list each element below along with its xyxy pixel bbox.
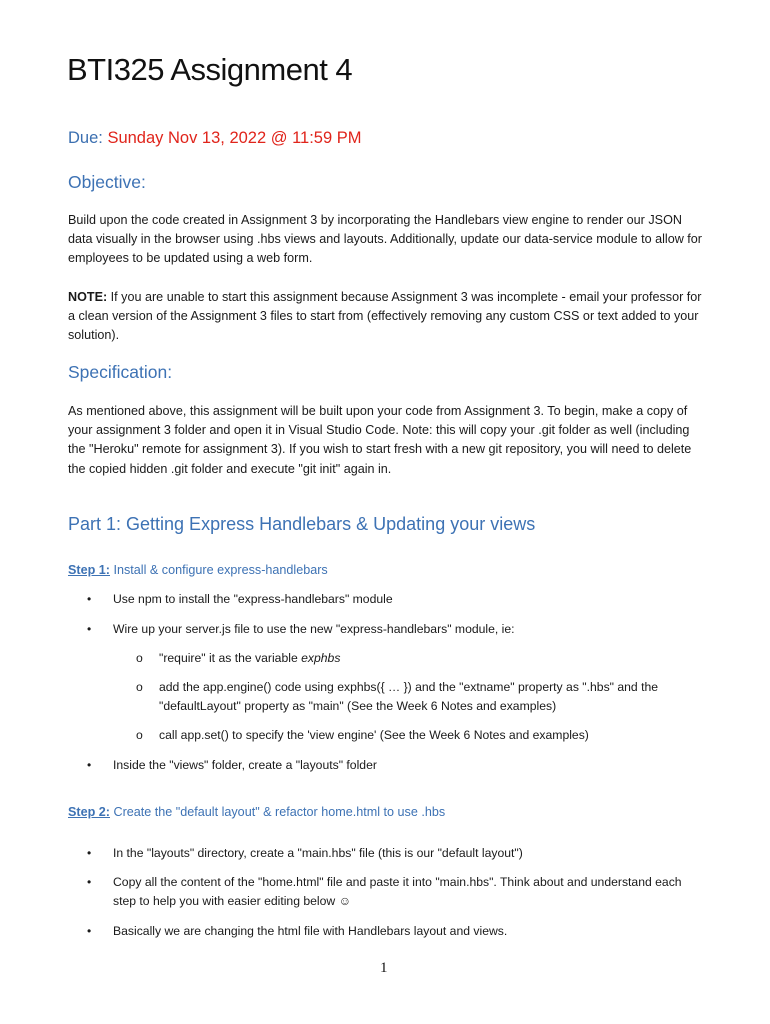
- list-item-text: Basically we are changing the html file with Handlebars layout and views.: [113, 924, 508, 938]
- document-title: BTI325 Assignment 4: [67, 52, 353, 87]
- sub-list-item-text: call app.set() to specify the 'view engine' (See the Week 6 Notes and examples): [159, 728, 589, 742]
- part1-heading: Part 1: Getting Express Handlebars & Updating your views: [68, 514, 536, 534]
- step1-heading: [68, 563, 328, 577]
- objective-heading: Objective:: [68, 172, 146, 192]
- bullet-icon: •: [87, 758, 92, 772]
- bullet-icon: •: [87, 592, 92, 606]
- bullet-icon: •: [87, 924, 92, 938]
- sub-list-item-text: add the app.engine() code using exphbs({ … }) and the "extname" property as ".hbs" and the "defaultLayout" property as "main" (See the Week 6 Notes and examples): [159, 680, 659, 713]
- step2-label: Step 2:: [68, 805, 110, 819]
- due-date: Sunday Nov 13, 2022 @ 11:59 PM: [107, 129, 362, 147]
- list-item-text: In the "layouts" directory, create a "main.hbs" file (this is our "default layout"): [113, 846, 523, 860]
- page-number: 1: [380, 960, 388, 976]
- sub-bullet-icon: o: [136, 728, 143, 742]
- list-item-text: Inside the "views" folder, create a "layouts" folder: [113, 758, 377, 772]
- bullet-icon: •: [87, 622, 92, 636]
- note-text: If you are unable to start this assignment because Assignment 3 was incomplete - email your professor for a clean version of the Assignment 3 files to start from (effectively removing any custom CSS or text added to your solution).: [68, 290, 702, 343]
- due-label: Due:: [68, 129, 103, 147]
- bullet-icon: •: [87, 846, 92, 860]
- list-item-text: Wire up your server.js file to use the new "express-handlebars" module, ie:: [113, 622, 515, 636]
- objective-paragraph: Build upon the code created in Assignment 3 by incorporating the Handlebars view engine to render our JSON data visually in the browser using .hbs views and layouts. Additionally, update our data-service module to allow for employees to be updated using a web form.: [68, 213, 702, 266]
- specification-paragraph: As mentioned above, this assignment will be built upon your code from Assignment 3. To begin, make a copy of your assignment 3 folder and open it in Visual Studio Code. Note: this will copy your .git folder as well (including the "Heroku" remote for assignment 3). If you wish to start fresh with a new git repository, you will need to delete the copied hidden .git folder and execute "git init" again in.: [68, 404, 692, 476]
- step1-label: Step 1:: [68, 563, 110, 577]
- sub-bullet-icon: o: [136, 680, 143, 694]
- sub-emphasis: exphbs: [301, 651, 341, 665]
- list-item-text: Use npm to install the "express-handlebars" module: [113, 592, 393, 606]
- step1-title: Install & configure express-handlebars: [110, 563, 328, 577]
- step2-title: Create the "default layout" & refactor home.html to use .hbs: [110, 805, 446, 819]
- note-label: NOTE:: [68, 290, 108, 304]
- sub-bullet-icon: o: [136, 651, 143, 665]
- sub-text: "require" it as the variable: [159, 651, 302, 665]
- specification-heading: Specification:: [68, 362, 173, 382]
- note-paragraph: [68, 288, 708, 346]
- sub-list-item-text: [159, 649, 694, 668]
- bullet-icon: •: [87, 875, 92, 889]
- due-date-line: [68, 129, 361, 148]
- step2-heading: [68, 805, 445, 819]
- list-item-text: Copy all the content of the "home.html" file and paste it into "main.hbs". Think about and understand each step to help you with easier editing below ☺: [113, 875, 682, 908]
